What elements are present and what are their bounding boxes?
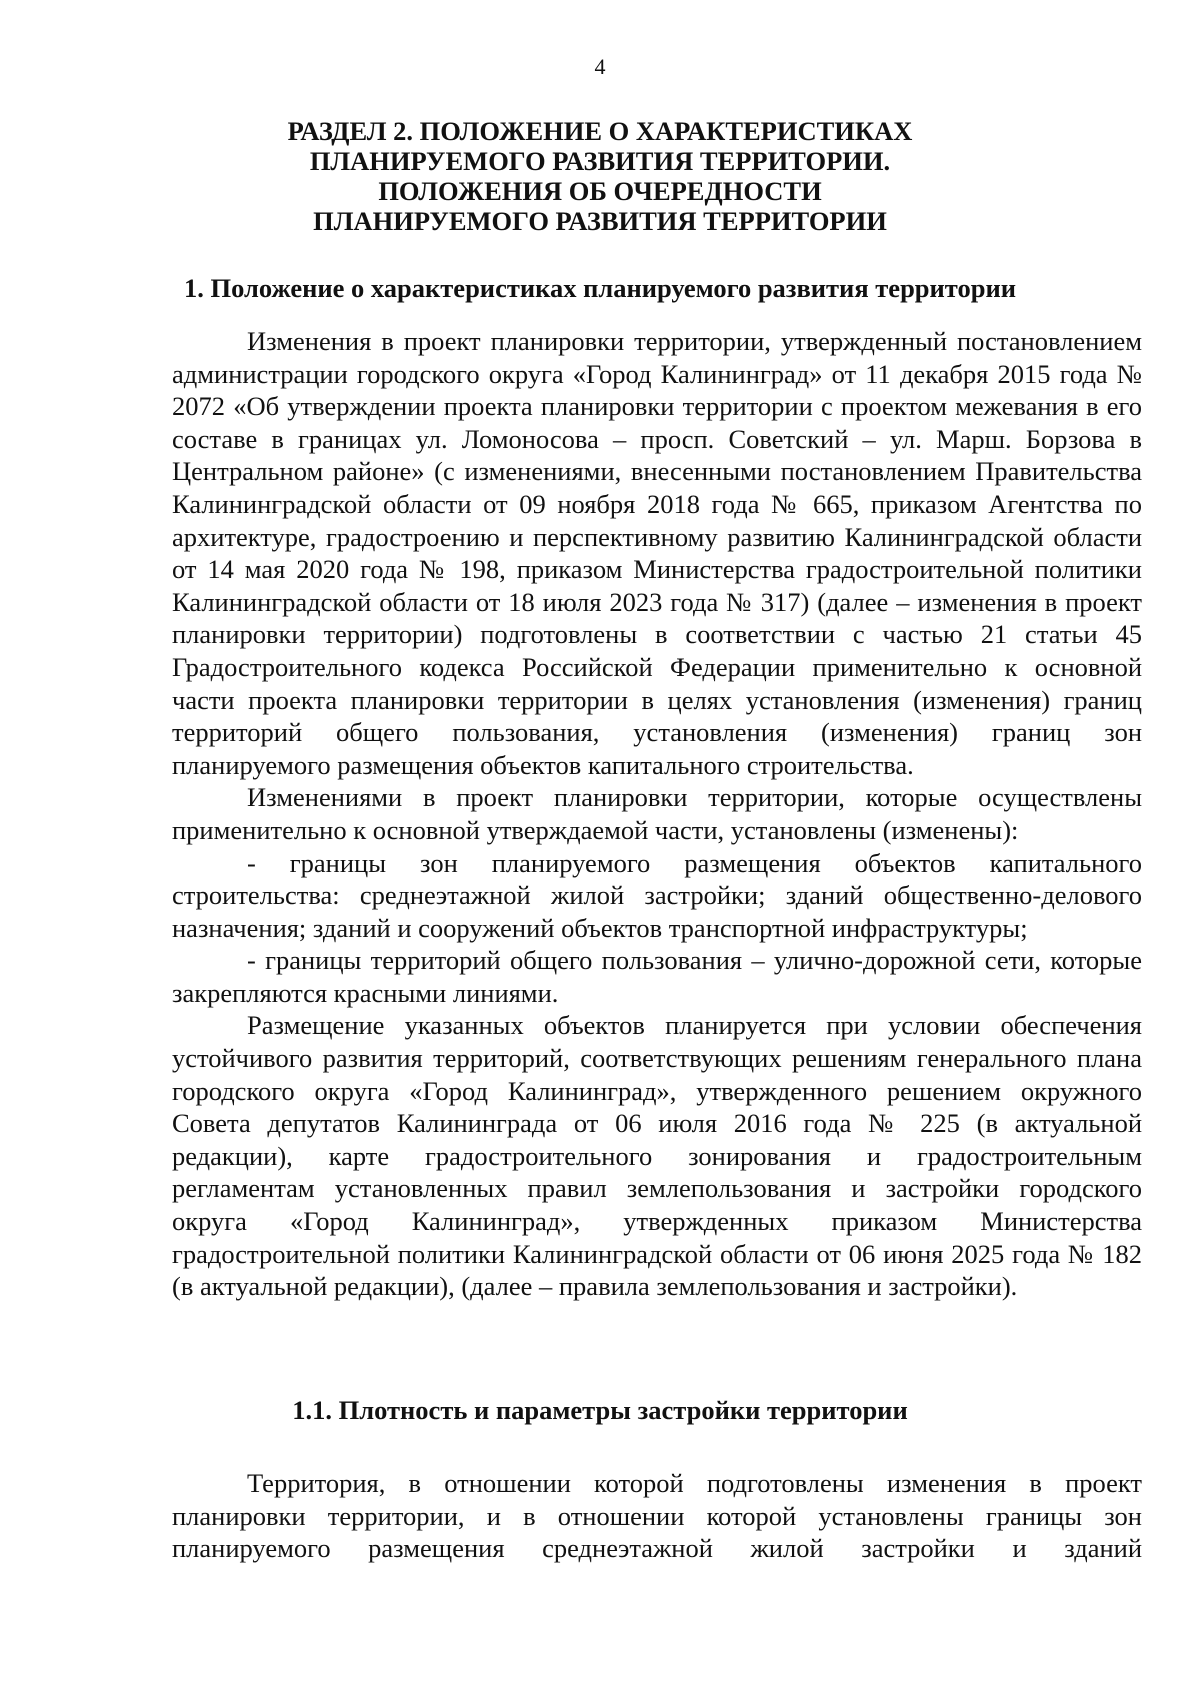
list-item: - границы зон планируемого размещения объектов капитального строительства: среднеэтажной жилой застройки; зданий общественно-делового назначения; зданий и сооружений объектов транспортной инфраструктуры; (172, 847, 1142, 943)
paragraph: Изменениями в проект планировки территории, которые осуществлены применительно к основной утверждаемой части, установлены (изменены): (172, 782, 1142, 845)
page-number: 4 (594, 54, 606, 79)
subsection-1-1-body (172, 1467, 1142, 1565)
paragraph: Размещение указанных объектов планируется при условии обеспечения устойчивого развития территорий, соответствующих решениям генерального плана городского округа «Город Калининград», утвержденного решением окружного Совета депутатов Калининграда от 06 июля 2016 года № 225 (в актуальной редакции), карте градостроительного зонирования и градостроительным регламентам установленных правил землепользования и застройки городского округа «Город Калининград», утвержденных приказом Министерства градостроительной политики Калининградской области от 06 июня 2025 года № 182 (в актуальной редакции), (далее – правила землепользования и застройки). (172, 1010, 1142, 1302)
section-title-line: ПОЛОЖЕНИЯ ОБ ОЧЕРЕДНОСТИ (378, 176, 822, 206)
section-title-line: РАЗДЕЛ 2. ПОЛОЖЕНИЕ О ХАРАКТЕРИСТИКАХ (287, 116, 913, 146)
paragraph: Территория, в отношении которой подготовлены изменения в проект планировки территории, и в отношении которой установлены границы зон планируемого размещения среднеэтажной жилой застройки и зданий (172, 1468, 1142, 1564)
subsection-1-heading: 1. Положение о характеристиках планируемого развития территории (183, 273, 1017, 303)
section-title (170, 116, 1030, 236)
list-item: - границы территорий общего пользования – улично-дорожной сети, которые закрепляются красными линиями. (172, 945, 1142, 1008)
paragraph: Изменения в проект планировки территории, утвержденный постановлением администрации городского округа «Город Калининград» от 11 декабря 2015 года № 2072 «Об утверждении проекта планировки территории с проектом межевания в его составе в границах ул. Ломоносова – просп. Советский – ул. Марш. Борзова в Центральном районе» (с изменениями, внесенными постановлением Правительства Калининградской области от 09 ноября 2018 года № 665, приказом Агентства по архитектуре, градостроению и перспективному развитию Калининградской области от 14 мая 2020 года № 198, приказом Министерства градостроительной политики Калининградской области от 18 июля 2023 года № 317) (далее – изменения в проект планировки территории) подготовлены в соответствии с частью 21 статьи 45 Градостроительного кодекса Российской Федерации применительно к основной части проекта планировки территории в целях установления (изменения) границ территорий общего пользования, установления (изменения) границ зон планируемого размещения объектов капитального строительства. (172, 326, 1142, 780)
section-title-line: ПЛАНИРУЕМОГО РАЗВИТИЯ ТЕРРИТОРИИ (313, 206, 887, 236)
subsection-1-1-heading: 1.1. Плотность и параметры застройки территории (292, 1395, 908, 1425)
section-title-line: ПЛАНИРУЕМОГО РАЗВИТИЯ ТЕРРИТОРИИ. (309, 146, 891, 176)
subsection-1-body (172, 325, 1142, 1303)
